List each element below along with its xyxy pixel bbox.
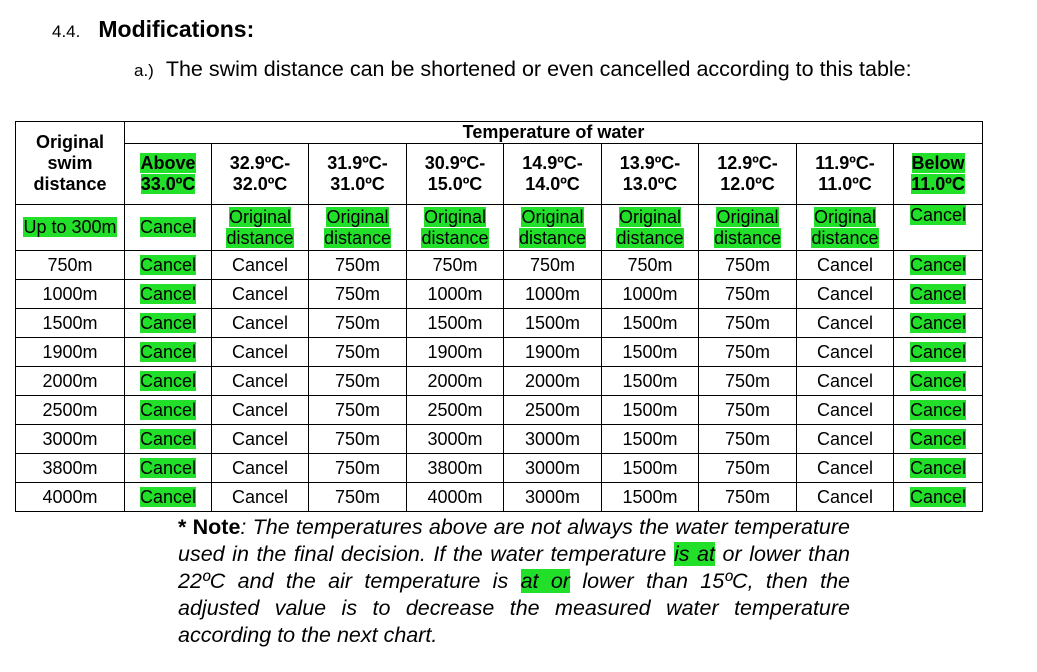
value-cell: Original distance [602, 205, 699, 251]
value-cell: 750m [309, 338, 407, 367]
value-cell: 3000m [504, 483, 602, 512]
value-cell: 750m [407, 251, 504, 280]
section-heading [52, 16, 254, 43]
table-row [16, 425, 983, 454]
table-body [16, 205, 983, 512]
value-cell: Cancel [797, 367, 894, 396]
value-cell: 750m [699, 425, 797, 454]
modifications-table [15, 121, 983, 512]
value-cell: Cancel [212, 280, 309, 309]
column-header: 30.9ºC-15.0ºC [407, 144, 504, 205]
value-cell: 750m [699, 251, 797, 280]
value-cell: 1000m [407, 280, 504, 309]
table-row [16, 338, 983, 367]
value-cell: Cancel [212, 425, 309, 454]
column-header: 12.9ºC-12.0ºC [699, 144, 797, 205]
distance-cell: Up to 300m [16, 205, 125, 251]
value-cell: Cancel [894, 338, 983, 367]
note-highlight-1: is at [673, 542, 715, 566]
value-cell: 750m [699, 483, 797, 512]
note-star: * [178, 515, 193, 539]
note-text-2: or lower than 22ºC and the air temperature is [178, 542, 850, 593]
distance-cell: 1000m [16, 280, 125, 309]
value-cell: 750m [309, 309, 407, 338]
value-cell: Cancel [125, 205, 212, 251]
value-cell: Cancel [894, 280, 983, 309]
value-cell: Cancel [125, 280, 212, 309]
value-cell: Original distance [407, 205, 504, 251]
value-cell: 750m [699, 367, 797, 396]
value-cell: 1500m [602, 483, 699, 512]
value-cell: Cancel [212, 309, 309, 338]
column-header: 31.9ºC-31.0ºC [309, 144, 407, 205]
value-cell: Original distance [212, 205, 309, 251]
value-cell: Cancel [212, 338, 309, 367]
value-cell: Cancel [212, 483, 309, 512]
note-paragraph [178, 514, 850, 649]
list-marker: a.) [134, 61, 154, 80]
table-row [16, 396, 983, 425]
value-cell: Cancel [894, 454, 983, 483]
value-cell: Cancel [797, 396, 894, 425]
table-row [16, 309, 983, 338]
value-cell: 750m [699, 338, 797, 367]
value-cell: 1500m [504, 309, 602, 338]
section-title: Modifications: [98, 16, 255, 42]
value-cell: 4000m [407, 483, 504, 512]
value-cell: 750m [309, 483, 407, 512]
distance-cell: 2500m [16, 396, 125, 425]
value-cell: Cancel [125, 251, 212, 280]
value-cell: Cancel [894, 205, 983, 251]
row-header: Original swim distance [16, 122, 125, 205]
column-header: 13.9ºC-13.0ºC [602, 144, 699, 205]
table-row [16, 367, 983, 396]
value-cell: Cancel [212, 367, 309, 396]
distance-cell: 2000m [16, 367, 125, 396]
value-cell: Cancel [125, 338, 212, 367]
distance-cell: 750m [16, 251, 125, 280]
value-cell: 750m [309, 396, 407, 425]
value-cell: Cancel [125, 396, 212, 425]
table-row [16, 280, 983, 309]
section-number: 4.4. [52, 22, 81, 41]
value-cell: Original distance [504, 205, 602, 251]
value-cell: Cancel [894, 251, 983, 280]
value-cell: 3800m [407, 454, 504, 483]
value-cell: Cancel [797, 483, 894, 512]
value-cell: Cancel [894, 425, 983, 454]
value-cell: 1000m [504, 280, 602, 309]
value-cell: Cancel [797, 309, 894, 338]
table-row [16, 205, 983, 251]
note-text-3: lower than 15ºC, then the adjusted value is to decrease the measured water temperature according to the next chart. [178, 569, 851, 647]
value-cell: Cancel [894, 396, 983, 425]
value-cell: Cancel [797, 280, 894, 309]
value-cell: Cancel [212, 251, 309, 280]
value-cell: 750m [602, 251, 699, 280]
distance-cell: 1900m [16, 338, 125, 367]
value-cell: 750m [699, 454, 797, 483]
table-row [16, 251, 983, 280]
value-cell: 750m [699, 280, 797, 309]
value-cell: Cancel [894, 367, 983, 396]
value-cell: 3000m [504, 425, 602, 454]
value-cell: 1500m [602, 454, 699, 483]
value-cell: 2500m [504, 396, 602, 425]
value-cell: Cancel [797, 251, 894, 280]
value-cell: 750m [309, 280, 407, 309]
value-cell: 750m [309, 425, 407, 454]
value-cell: 1500m [602, 309, 699, 338]
group-header: Temperature of water [125, 122, 983, 144]
note-label: Note [192, 515, 241, 539]
value-cell: Cancel [125, 454, 212, 483]
value-cell: 750m [309, 367, 407, 396]
value-cell: 2000m [504, 367, 602, 396]
value-cell: Cancel [797, 425, 894, 454]
note-highlight-2: at or [520, 569, 570, 593]
value-cell: 750m [699, 396, 797, 425]
value-cell: Cancel [125, 425, 212, 454]
value-cell: Cancel [125, 367, 212, 396]
value-cell: 1500m [602, 396, 699, 425]
value-cell: 750m [309, 251, 407, 280]
value-cell: 1500m [407, 309, 504, 338]
column-header: 32.9ºC-32.0ºC [212, 144, 309, 205]
value-cell: 2500m [407, 396, 504, 425]
value-cell: 750m [504, 251, 602, 280]
value-cell: 3000m [504, 454, 602, 483]
value-cell: Cancel [797, 338, 894, 367]
intro-paragraph [134, 56, 974, 84]
column-header: Below 11.0ºC [894, 144, 983, 205]
table-row [16, 483, 983, 512]
value-cell: Cancel [212, 396, 309, 425]
column-header: 14.9ºC-14.0ºC [504, 144, 602, 205]
value-cell: 2000m [407, 367, 504, 396]
value-cell: 1000m [602, 280, 699, 309]
distance-cell: 3000m [16, 425, 125, 454]
distance-cell: 3800m [16, 454, 125, 483]
column-header-row [16, 144, 983, 205]
value-cell: 1500m [602, 425, 699, 454]
value-cell: 3000m [407, 425, 504, 454]
column-header: Above 33.0ºC [125, 144, 212, 205]
value-cell: Original distance [699, 205, 797, 251]
value-cell: Cancel [894, 309, 983, 338]
value-cell: Cancel [125, 483, 212, 512]
value-cell: Cancel [125, 309, 212, 338]
value-cell: 750m [699, 309, 797, 338]
value-cell: Cancel [212, 454, 309, 483]
value-cell: 1900m [407, 338, 504, 367]
column-header: 11.9ºC-11.0ºC [797, 144, 894, 205]
value-cell: 1500m [602, 367, 699, 396]
table-row [16, 454, 983, 483]
value-cell: Original distance [797, 205, 894, 251]
distance-cell: 4000m [16, 483, 125, 512]
value-cell: 750m [309, 454, 407, 483]
distance-cell: 1500m [16, 309, 125, 338]
note-text-1: : The temperatures above are not always the water temperature used in the final decision. If the water temperature [178, 515, 851, 566]
value-cell: Cancel [894, 483, 983, 512]
value-cell: Cancel [797, 454, 894, 483]
value-cell: 1500m [602, 338, 699, 367]
value-cell: 1900m [504, 338, 602, 367]
value-cell: Original distance [309, 205, 407, 251]
intro-text: The swim distance can be shortened or even cancelled according to this table: [165, 57, 912, 81]
